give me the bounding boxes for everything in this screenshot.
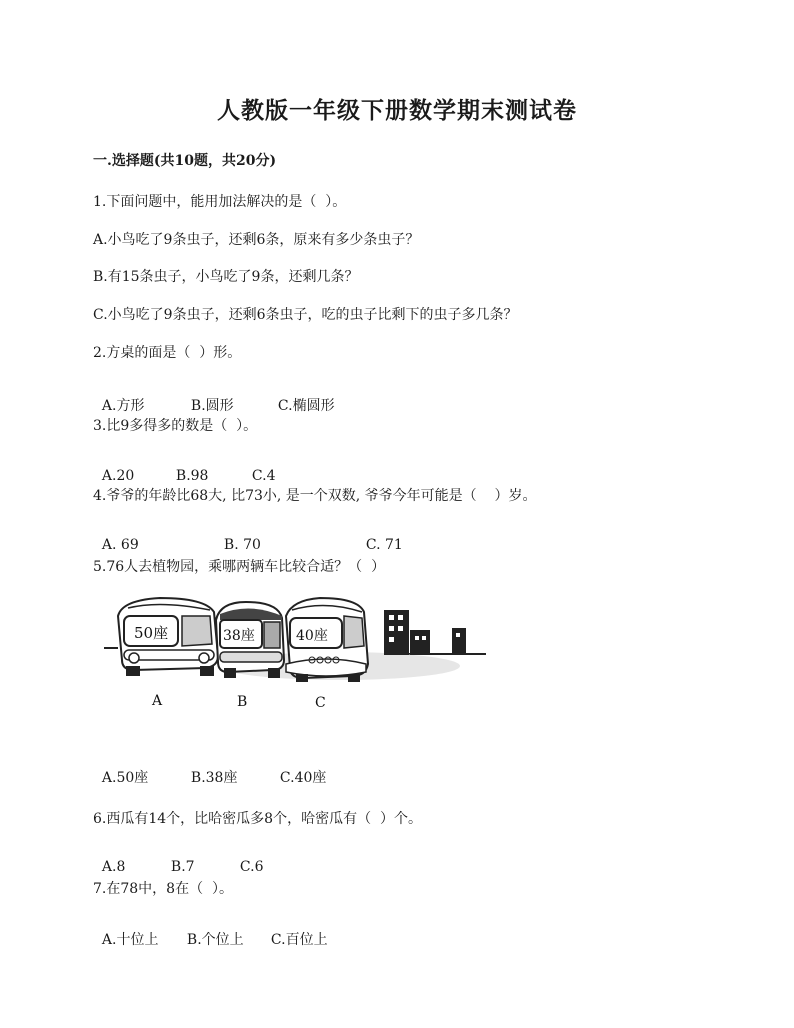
option-b: B. 70 [223, 537, 261, 553]
bus-b-label: B [237, 694, 248, 710]
option-b: B.38座 [190, 770, 238, 786]
question-7-stem: 7.在78中，8在（ ）。 [93, 881, 233, 897]
option-a: A.十位上 [101, 932, 159, 948]
option-b: B.7 [170, 859, 195, 875]
question-7-options [93, 913, 328, 949]
question-1-option-b: B.有15条虫子，小鸟吃了9条，还剩几条？ [93, 269, 359, 285]
question-1-option-a: A.小鸟吃了9条虫子，还剩6条，原来有多少条虫子？ [93, 232, 420, 248]
option-c: C.百位上 [270, 932, 328, 948]
bus-a-label: A [152, 693, 163, 709]
option-a: A.方形 [101, 398, 145, 414]
question-5-stem: 5.76人去植物园，乘哪两辆车比较合适？（ ） [93, 559, 386, 575]
question-3-options [93, 452, 275, 484]
question-6-options [93, 843, 263, 875]
question-6-stem: 6.西瓜有14个，比哈密瓜多8个，哈密瓜有（ ）个。 [93, 811, 422, 827]
option-a: A.8 [101, 859, 126, 875]
option-a: A.50座 [101, 770, 149, 786]
section-heading: 一.选择题(共10题，共20分) [93, 153, 277, 169]
question-3-stem: 3.比9多得多的数是（ ）。 [93, 418, 258, 434]
option-a: A.20 [101, 468, 135, 484]
option-c: C.40座 [279, 770, 327, 786]
option-c: C.6 [239, 859, 264, 875]
bus-c-label: C [315, 695, 326, 711]
option-b: B.个位上 [186, 932, 244, 948]
bus-c-sign: 40座 [296, 628, 328, 644]
question-4-options [93, 521, 403, 553]
bus-illustration [100, 594, 492, 716]
option-b: B.圆形 [190, 398, 234, 414]
question-2-options [93, 379, 335, 415]
question-1-stem: 1.下面问题中，能用加法解决的是（ ）。 [93, 194, 347, 210]
question-2-stem: 2.方桌的面是（ ）形。 [93, 345, 242, 361]
option-c: C.4 [251, 468, 276, 484]
buildings-icon [384, 610, 466, 655]
bus-b-sign: 38座 [223, 628, 255, 644]
question-1-option-c: C.小鸟吃了9条虫子，还剩6条虫子，吃的虫子比剩下的虫子多几条？ [93, 307, 518, 323]
question-4-stem: 4.爷爷的年龄比68大, 比73小, 是一个双数, 爷爷今年可能是（ ）岁。 [93, 488, 537, 504]
option-c: C.椭圆形 [277, 398, 335, 414]
option-b: B.98 [175, 468, 209, 484]
question-5-options [93, 751, 326, 787]
option-a: A. 69 [101, 537, 139, 553]
bus-a-sign: 50座 [134, 624, 169, 642]
page-title: 人教版一年级下册数学期末测试卷 [217, 97, 577, 124]
option-c: C. 71 [365, 537, 403, 553]
